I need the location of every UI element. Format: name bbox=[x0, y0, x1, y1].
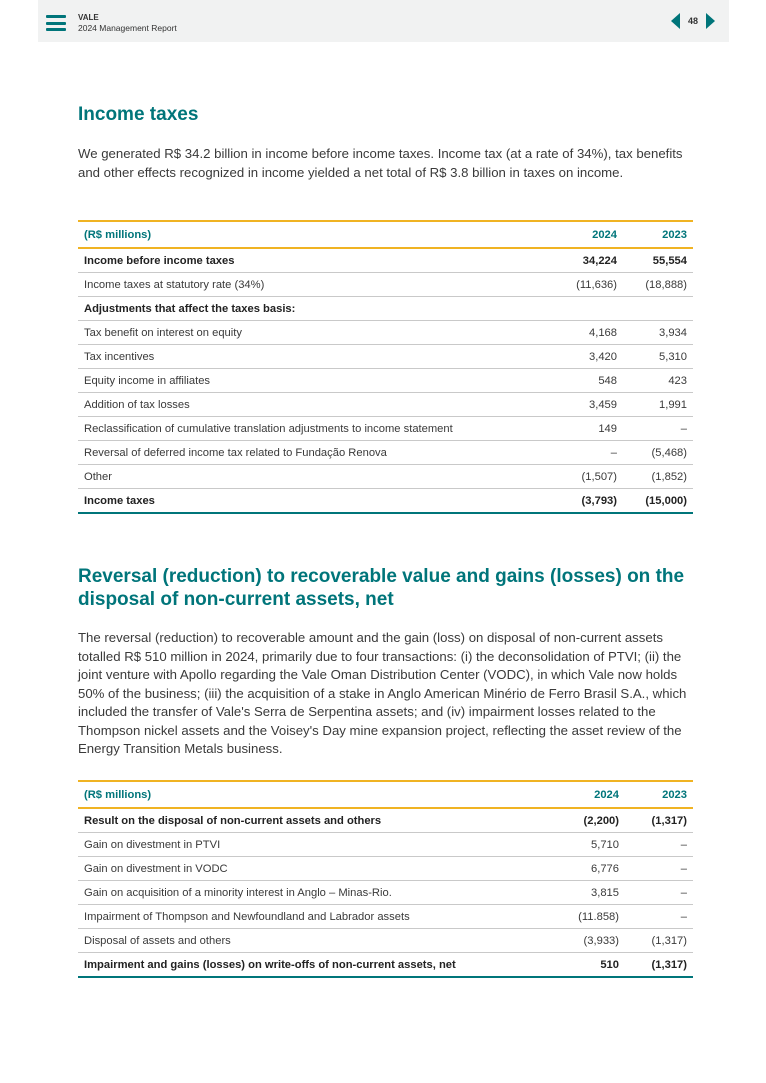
value-2024: (11,636) bbox=[537, 273, 623, 297]
value-2024: 34,224 bbox=[537, 248, 623, 273]
row-label: Income taxes bbox=[78, 489, 537, 514]
value-2023: (1,317) bbox=[625, 929, 693, 953]
value-2024: (3,933) bbox=[539, 929, 625, 953]
value-2023: – bbox=[625, 833, 693, 857]
value-2024: 3,459 bbox=[537, 393, 623, 417]
next-page-icon[interactable] bbox=[706, 13, 715, 29]
value-2024: 548 bbox=[537, 369, 623, 393]
row-label: Other bbox=[78, 465, 537, 489]
value-2023: 5,310 bbox=[623, 345, 693, 369]
row-label: Impairment and gains (losses) on write-offs of non-current assets, net bbox=[78, 953, 539, 978]
prev-page-icon[interactable] bbox=[671, 13, 680, 29]
row-label: Impairment of Thompson and Newfoundland and Labrador assets bbox=[78, 905, 539, 929]
table-row bbox=[78, 881, 693, 905]
column-header-label: (R$ millions) bbox=[84, 788, 152, 801]
section-title-income-taxes: Income taxes bbox=[78, 104, 199, 125]
table-row bbox=[78, 345, 693, 369]
table-row bbox=[78, 857, 693, 881]
row-label: Result on the disposal of non-current assets and others bbox=[78, 808, 539, 833]
income-taxes-table bbox=[78, 220, 693, 514]
disposal-table bbox=[78, 780, 693, 978]
value-2023: – bbox=[625, 905, 693, 929]
value-2024: (2,200) bbox=[539, 808, 625, 833]
value-2023 bbox=[623, 297, 693, 321]
value-2023: – bbox=[625, 881, 693, 905]
table-total-row bbox=[78, 953, 693, 978]
row-label: Adjustments that affect the taxes basis: bbox=[78, 297, 537, 321]
table-row bbox=[78, 905, 693, 929]
value-2023: (1,317) bbox=[625, 808, 693, 833]
table-row bbox=[78, 248, 693, 273]
table-row bbox=[78, 833, 693, 857]
value-2023: 1,991 bbox=[623, 393, 693, 417]
value-2024: 4,168 bbox=[537, 321, 623, 345]
section1-paragraph: We generated R$ 34.2 billion in income before income taxes. Income tax (at a rate of 34%), tax benefits and other effects recognized in income yielded a net total of R$ 3.8 billion in taxes on income. bbox=[78, 146, 683, 180]
value-2024: 149 bbox=[537, 417, 623, 441]
value-2023: 423 bbox=[623, 369, 693, 393]
table-header-row bbox=[78, 221, 693, 248]
value-2024: 3,420 bbox=[537, 345, 623, 369]
pager bbox=[671, 13, 715, 29]
table-row bbox=[78, 417, 693, 441]
column-header-2023: 2023 bbox=[662, 788, 687, 801]
value-2024 bbox=[537, 297, 623, 321]
value-2024: – bbox=[537, 441, 623, 465]
row-label: Income taxes at statutory rate (34%) bbox=[78, 273, 537, 297]
table-row bbox=[78, 297, 693, 321]
row-label: Gain on divestment in PTVI bbox=[78, 833, 539, 857]
value-2024: 6,776 bbox=[539, 857, 625, 881]
value-2024: 5,710 bbox=[539, 833, 625, 857]
table-row bbox=[78, 369, 693, 393]
table-row bbox=[78, 441, 693, 465]
value-2024: (1,507) bbox=[537, 465, 623, 489]
column-header-2023: 2023 bbox=[662, 228, 687, 241]
column-header-2024: 2024 bbox=[592, 228, 617, 241]
table-row bbox=[78, 273, 693, 297]
row-label: Tax benefit on interest on equity bbox=[78, 321, 537, 345]
brand-name: VALE bbox=[78, 13, 99, 22]
value-2024: 3,815 bbox=[539, 881, 625, 905]
table-row bbox=[78, 465, 693, 489]
value-2023: – bbox=[623, 417, 693, 441]
table-total-row bbox=[78, 489, 693, 514]
value-2024: (11.858) bbox=[539, 905, 625, 929]
value-2023: 55,554 bbox=[623, 248, 693, 273]
value-2023: (15,000) bbox=[623, 489, 693, 514]
value-2024: (3,793) bbox=[537, 489, 623, 514]
row-label: Gain on acquisition of a minority interest in Anglo – Minas-Rio. bbox=[78, 881, 539, 905]
row-label: Disposal of assets and others bbox=[78, 929, 539, 953]
brand-block bbox=[78, 13, 177, 33]
menu-icon[interactable] bbox=[46, 15, 66, 31]
section2-paragraph: The reversal (reduction) to recoverable amount and the gain (loss) on disposal of non-current assets totalled R$ 510 million in 2024, primarily due to four transactions: (i) the deconsolidation of PTVI; (ii) the joint venture with Apollo regarding the Vale Oman Distribution Center (VODC), in which Vale now holds 50% of the business; (iii) the acquisition of a stake in Anglo American Minério de Ferro Brasil S.A., which included the transfer of Vale's Serra de Serpentina assets; and (iv) impairment losses related to the Thompson nickel assets and the Voisey's Day mine expansion project, reflecting the asset review of the Energy Transition Metals business. bbox=[78, 630, 687, 756]
table-header-row bbox=[78, 781, 693, 808]
row-label: Income before income taxes bbox=[78, 248, 537, 273]
column-header-2024: 2024 bbox=[594, 788, 619, 801]
table-row bbox=[78, 321, 693, 345]
row-label: Tax incentives bbox=[78, 345, 537, 369]
row-label: Addition of tax losses bbox=[78, 393, 537, 417]
page-number: 48 bbox=[687, 16, 698, 26]
section-title-reversal: Reversal (reduction) to recoverable value and gains (losses) on the disposal of non-current assets, net bbox=[78, 566, 685, 610]
value-2023: – bbox=[625, 857, 693, 881]
row-label: Equity income in affiliates bbox=[78, 369, 537, 393]
value-2023: 3,934 bbox=[623, 321, 693, 345]
value-2023: (1,852) bbox=[623, 465, 693, 489]
value-2023: (18,888) bbox=[623, 273, 693, 297]
table-row bbox=[78, 808, 693, 833]
row-label: Reclassification of cumulative translation adjustments to income statement bbox=[78, 417, 537, 441]
report-subtitle: 2024 Management Report bbox=[78, 23, 177, 33]
column-header-label: (R$ millions) bbox=[84, 228, 152, 241]
value-2023: (1,317) bbox=[625, 953, 693, 978]
value-2023: (5,468) bbox=[623, 441, 693, 465]
value-2024: 510 bbox=[539, 953, 625, 978]
top-bar bbox=[38, 0, 729, 42]
table-row bbox=[78, 393, 693, 417]
row-label: Gain on divestment in VODC bbox=[78, 857, 539, 881]
row-label: Reversal of deferred income tax related to Fundação Renova bbox=[78, 441, 537, 465]
table-row bbox=[78, 929, 693, 953]
